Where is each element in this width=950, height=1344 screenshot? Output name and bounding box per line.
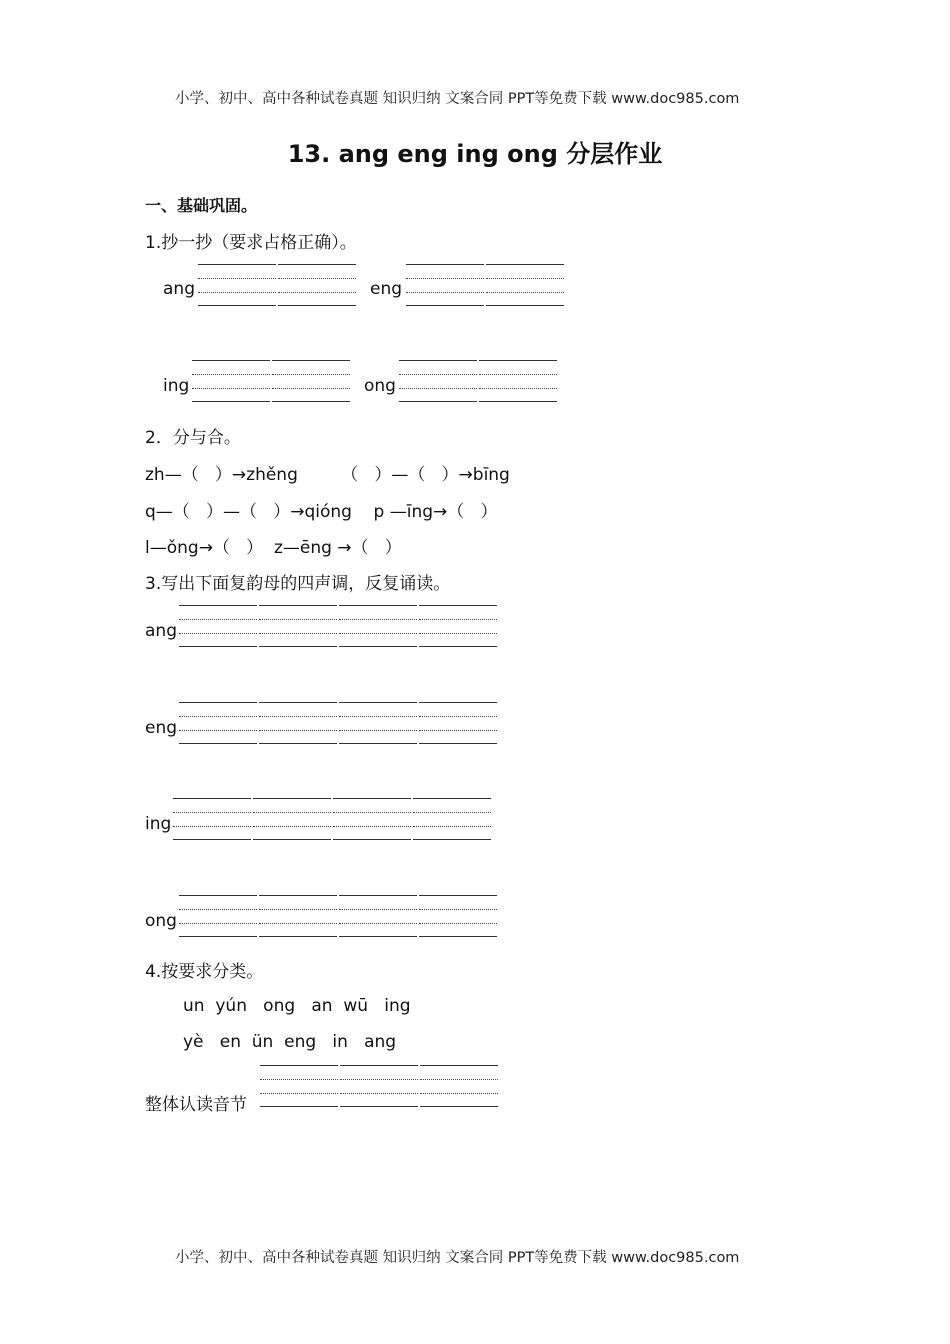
writing-cell[interactable] — [339, 605, 417, 647]
writing-cell[interactable] — [479, 360, 557, 402]
writing-cell[interactable] — [419, 895, 497, 937]
page-title: 13. ang eng ing ong 分层作业 — [287, 140, 663, 168]
question-4-prompt: 4.按要求分类。 — [145, 962, 264, 982]
q1-label-eng: eng — [370, 279, 403, 299]
q1-writing-grid-eng[interactable] — [406, 264, 564, 306]
q4-category-label: 整体认读音节 — [145, 1095, 247, 1115]
writing-cell[interactable] — [259, 895, 337, 937]
writing-cell[interactable] — [278, 264, 356, 306]
q3-writing-grid-ing[interactable] — [173, 798, 491, 840]
q1-writing-grid-ing[interactable] — [192, 360, 350, 402]
q1-writing-grid-ang[interactable] — [198, 264, 356, 306]
q4-syllable-row: un yún ong an wū ing — [183, 996, 411, 1016]
q2-exercise-line: zh—（ ）→zhěng （ ）—（ ）→bīng — [145, 465, 510, 485]
q2-exercise-line: l—ǒng→（ ） z—ēng →（ ） — [145, 538, 402, 558]
writing-cell[interactable] — [179, 605, 257, 647]
q1-label-ang: ang — [163, 279, 195, 299]
writing-cell[interactable] — [340, 1065, 418, 1107]
writing-cell[interactable] — [253, 798, 331, 840]
q3-label-ing: ing — [145, 814, 172, 834]
q4-writing-grid[interactable] — [260, 1065, 498, 1107]
question-1-prompt: 1.抄一抄（要求占格正确）。 — [145, 233, 357, 253]
writing-cell[interactable] — [339, 895, 417, 937]
q1-label-ing: ing — [163, 376, 190, 396]
writing-cell[interactable] — [173, 798, 251, 840]
writing-cell[interactable] — [192, 360, 270, 402]
q4-syllable-row: yè en ün eng in ang — [183, 1032, 397, 1052]
writing-cell[interactable] — [272, 360, 350, 402]
question-2-prompt: 2．分与合。 — [145, 428, 241, 448]
page-header: 小学、初中、高中各种试卷真题 知识归纳 文案合同 PPT等免费下载 www.doc985.com — [175, 91, 740, 107]
q3-label-eng: eng — [145, 718, 178, 738]
q3-writing-grid-ang[interactable] — [179, 605, 497, 647]
writing-cell[interactable] — [486, 264, 564, 306]
writing-cell[interactable] — [419, 605, 497, 647]
writing-cell[interactable] — [198, 264, 276, 306]
q2-exercise-line: q—（ ）—（ ）→qióng p —īng→（ ） — [145, 502, 498, 522]
writing-cell[interactable] — [420, 1065, 498, 1107]
section-heading-basic: 一、基础巩固。 — [145, 196, 258, 215]
writing-cell[interactable] — [406, 264, 484, 306]
writing-cell[interactable] — [339, 702, 417, 744]
writing-cell[interactable] — [260, 1065, 338, 1107]
q3-label-ang: ang — [145, 621, 177, 641]
writing-cell[interactable] — [413, 798, 491, 840]
question-3-prompt: 3.写出下面复韵母的四声调，反复诵读。 — [145, 574, 451, 594]
q3-label-ong: ong — [145, 911, 177, 931]
writing-cell[interactable] — [179, 702, 257, 744]
writing-cell[interactable] — [419, 702, 497, 744]
q3-writing-grid-ong[interactable] — [179, 895, 497, 937]
writing-cell[interactable] — [333, 798, 411, 840]
q3-writing-grid-eng[interactable] — [179, 702, 497, 744]
q1-writing-grid-ong[interactable] — [399, 360, 557, 402]
writing-cell[interactable] — [399, 360, 477, 402]
page-footer: 小学、初中、高中各种试卷真题 知识归纳 文案合同 PPT等免费下载 www.doc985.com — [175, 1250, 740, 1266]
writing-cell[interactable] — [259, 702, 337, 744]
writing-cell[interactable] — [259, 605, 337, 647]
writing-cell[interactable] — [179, 895, 257, 937]
q1-label-ong: ong — [364, 376, 396, 396]
